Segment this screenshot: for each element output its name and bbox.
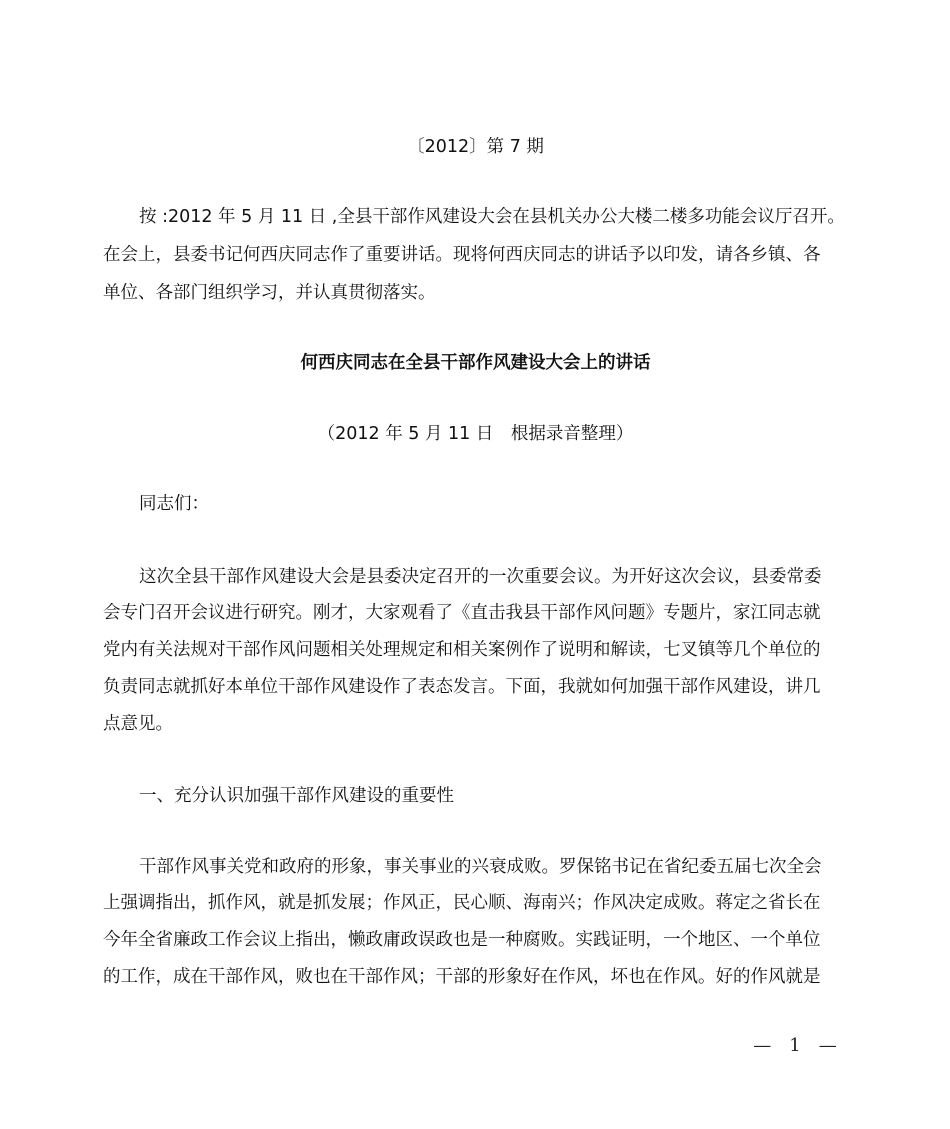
paragraph1-line-2: 会专门召开会议进行研究。刚才，大家观看了《直击我县干部作风问题》专题片，家江同志就 [103,603,821,623]
paragraph1-line-3: 党内有关法规对干部作风问题相关处理规定和相关案例作了说明和解读，七叉镇等几个单位的 [103,640,821,660]
paragraph1-line-5: 点意见。 [103,714,173,734]
paragraph2-line-2: 上强调指出，抓作风，就是抓发展；作风正，民心顺、海南兴；作风决定成败。蒋定之省长在 [103,893,821,913]
section1-heading: 一、充分认识加强干部作风建设的重要性 [139,786,454,806]
page-number: — 1 — [753,1035,837,1056]
paragraph2-line-4: 的工作，成在干部作风，败也在干部作风；干部的形象好在作风，坏也在作风。好的作风就是 [103,967,821,987]
paragraph1-line-1: 这次全县干部作风建设大会是县委决定召开的一次重要会议。为开好这次会议，县委常委 [139,567,822,587]
paragraph2-line-3: 今年全省廉政工作会议上指出，懒政庸政误政也是一种腐败。实践证明，一个地区、一个单位 [103,930,821,950]
issue-number: 〔2012〕第 7 期 [407,137,544,157]
salutation: 同志们： [139,494,209,514]
note-line-2: 在会上，县委书记何西庆同志作了重要讲话。现将何西庆同志的讲话予以印发，请各乡镇、各 [103,245,821,265]
paragraph1-line-4: 负责同志就抓好本单位干部作风建设作了表态发言。下面，我就如何加强干部作风建设，讲几 [103,677,821,697]
paragraph2-line-1: 干部作风事关党和政府的形象，事关事业的兴衰成败。罗保铭书记在省纪委五届七次全会 [139,857,822,877]
note-line-3: 单位、各部门组织学习，并认真贯彻落实。 [103,283,436,303]
speech-title: 何西庆同志在全县干部作风建设大会上的讲话 [300,353,651,373]
speech-subtitle: （2012 年 5 月 11 日 根据录音整理） [317,424,634,444]
note-line-1: 按 :2012 年 5 月 11 日 ,全县干部作风建设大会在县机关办公大楼二楼多功能会议厅召开。 [139,207,845,227]
